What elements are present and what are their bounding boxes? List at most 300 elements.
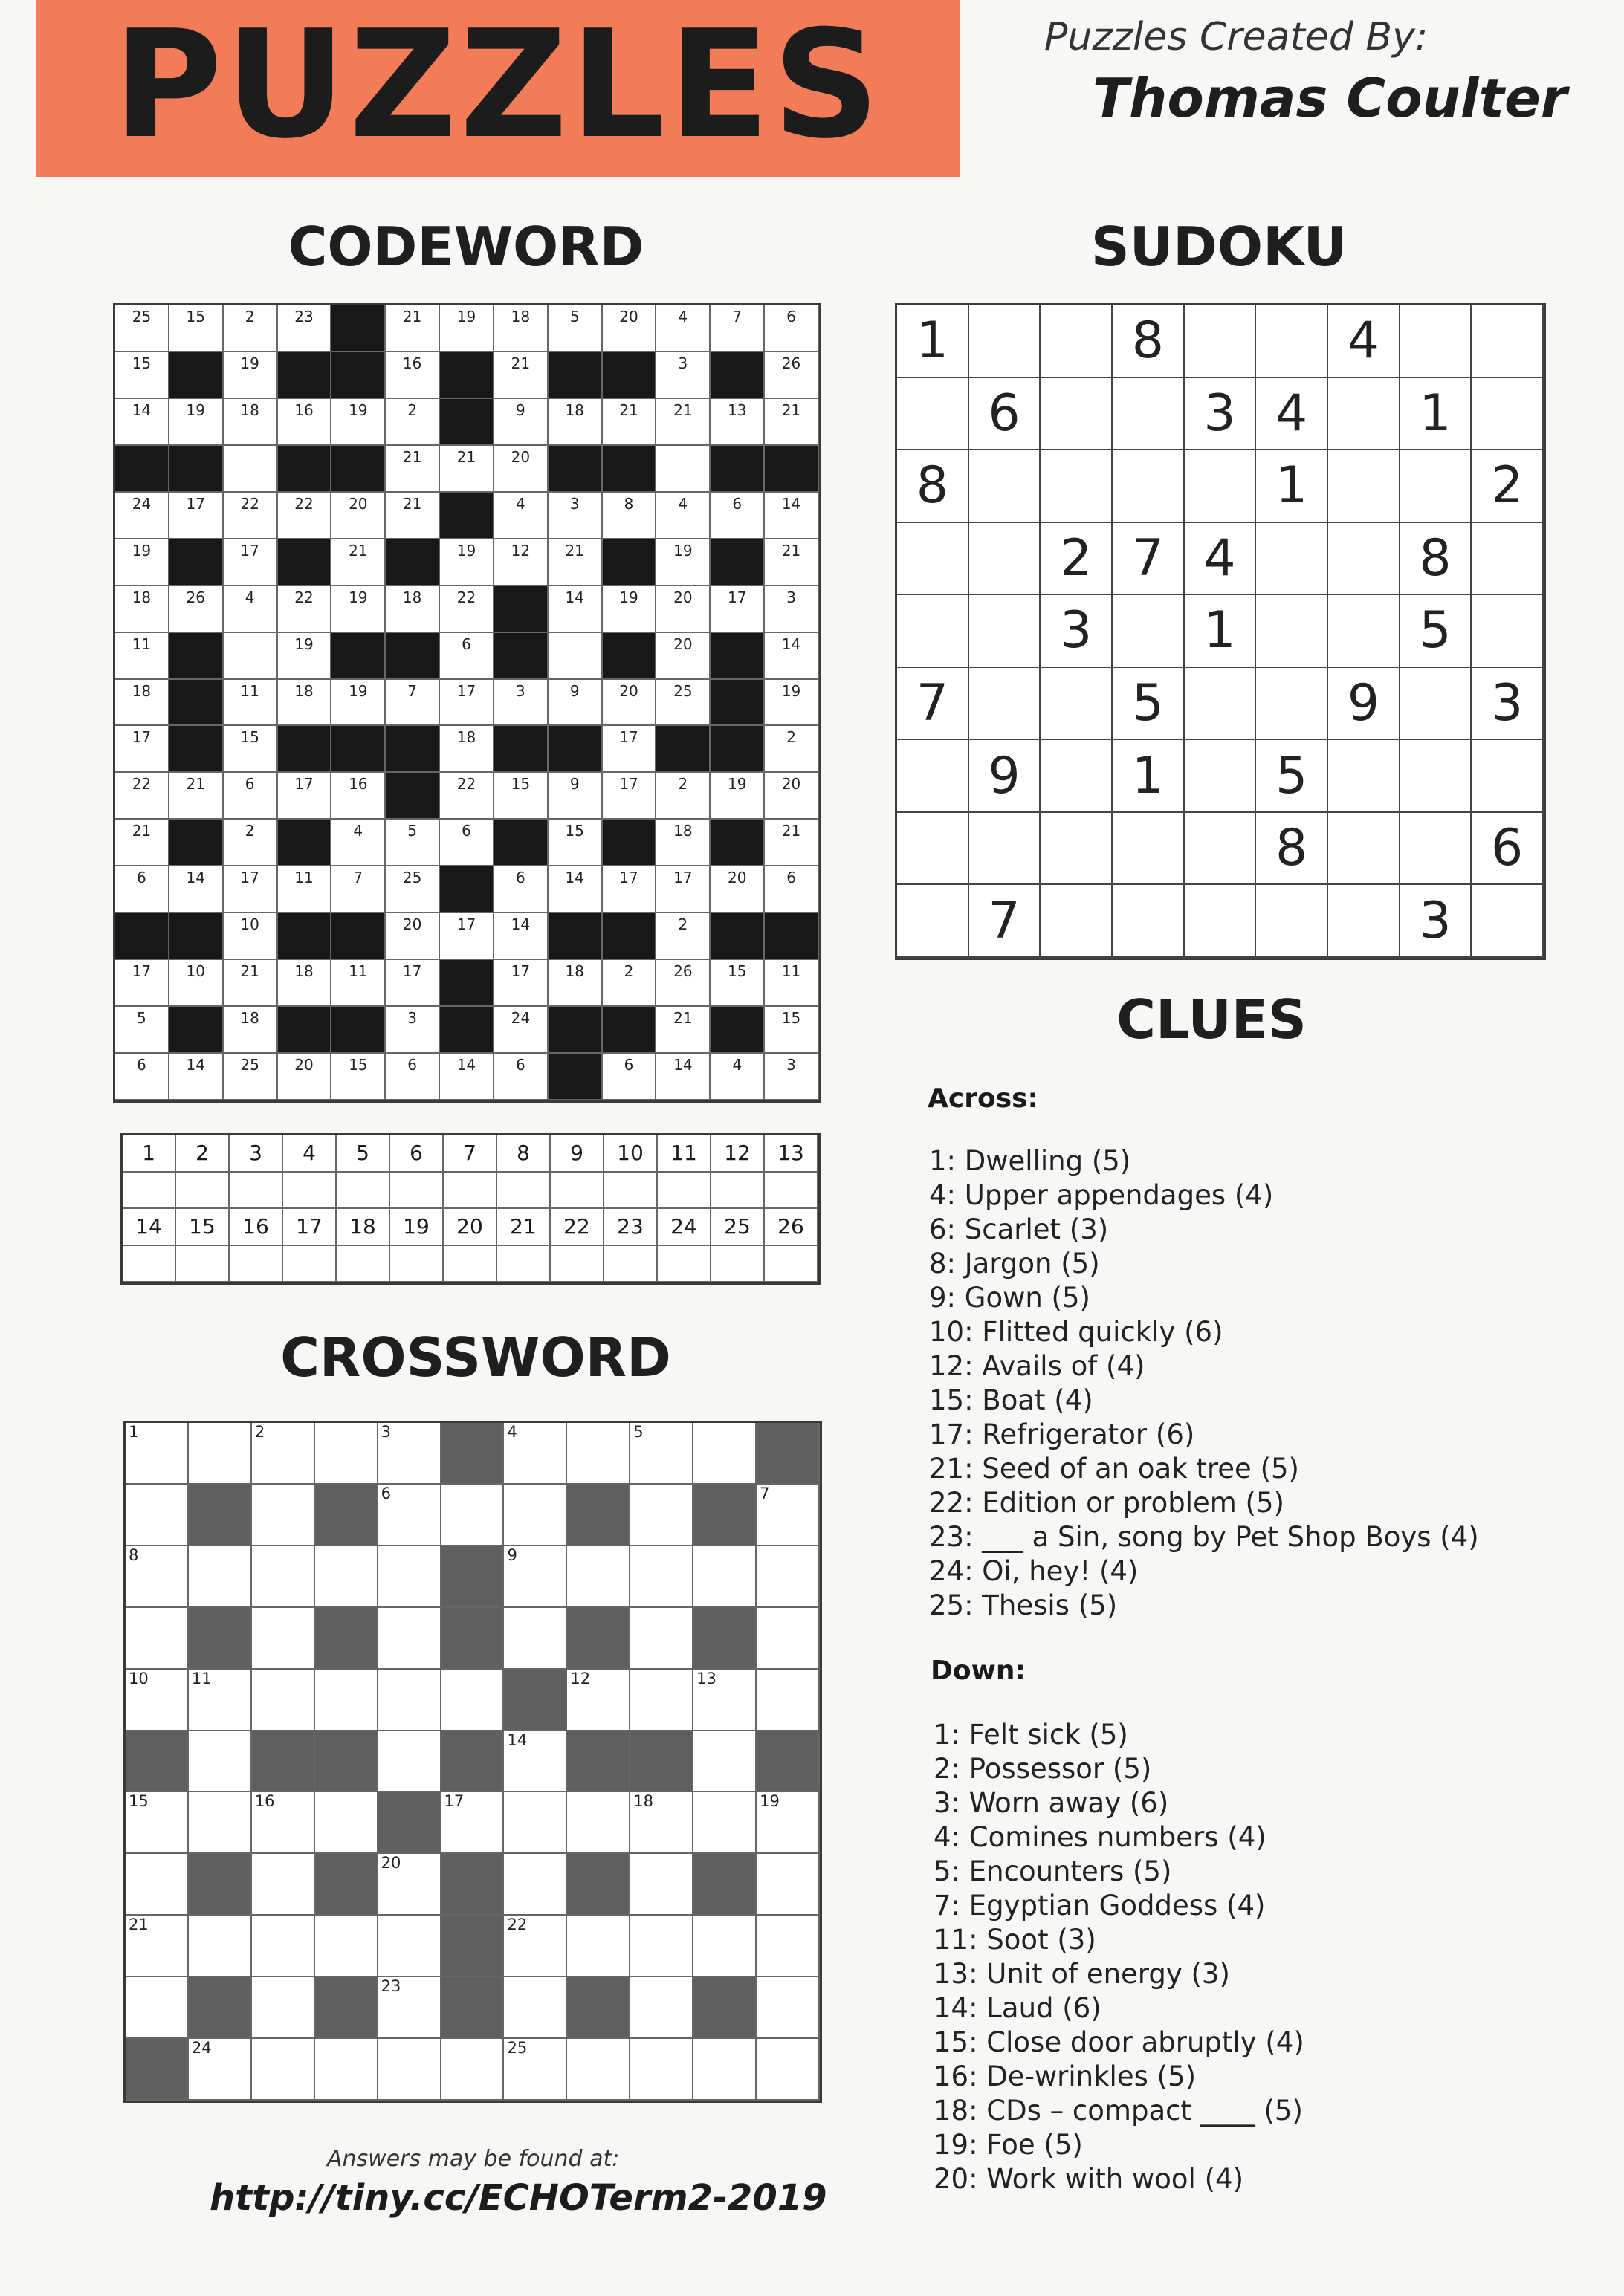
codeword-cell[interactable] [603,399,657,446]
codeword-cell[interactable] [278,305,332,352]
sudoku-cell[interactable] [1041,450,1113,523]
sudoku-cell[interactable]: 2 [1472,450,1544,523]
codeword-cell[interactable] [549,493,603,539]
key-letter-cell[interactable] [176,1246,230,1283]
codeword-cell[interactable] [278,493,332,539]
key-letter-cell[interactable] [230,1246,283,1283]
codeword-cell[interactable] [224,1007,278,1054]
codeword-cell[interactable] [169,1054,224,1100]
codeword-cell[interactable] [278,633,332,680]
sudoku-cell[interactable] [1041,378,1113,451]
codeword-cell[interactable] [549,399,603,446]
crossword-cell[interactable] [504,1546,567,1608]
codeword-cell[interactable] [549,820,603,866]
codeword-cell[interactable] [278,1054,332,1100]
crossword-cell[interactable] [252,1977,315,2039]
crossword-cell[interactable] [252,1608,315,1670]
crossword-cell[interactable] [630,1916,693,1977]
sudoku-cell[interactable] [1256,305,1328,378]
sudoku-cell[interactable] [1113,378,1185,451]
crossword-cell[interactable] [315,1792,378,1854]
crossword-cell[interactable] [504,1485,567,1546]
crossword-cell[interactable] [378,1423,441,1485]
crossword-cell[interactable] [630,1423,693,1485]
codeword-cell[interactable] [440,820,494,866]
codeword-cell[interactable] [656,539,711,586]
crossword-cell[interactable] [757,2039,820,2101]
codeword-cell[interactable] [765,305,819,352]
codeword-cell[interactable] [494,446,549,493]
codeword-cell[interactable] [224,539,278,586]
codeword-cell[interactable] [115,820,169,866]
codeword-cell[interactable] [115,960,169,1007]
sudoku-cell[interactable]: 8 [897,450,969,523]
crossword-cell[interactable] [504,1792,567,1854]
codeword-cell[interactable] [115,539,169,586]
sudoku-cell[interactable] [1400,740,1472,813]
codeword-cell[interactable] [656,866,711,913]
key-letter-cell[interactable] [497,1173,551,1210]
crossword-cell[interactable] [378,1546,441,1608]
codeword-cell[interactable] [331,539,386,586]
codeword-cell[interactable] [331,866,386,913]
codeword-cell[interactable] [603,680,657,727]
codeword-cell[interactable] [656,305,711,352]
sudoku-cell[interactable]: 1 [897,305,969,378]
key-letter-cell[interactable] [283,1173,337,1210]
codeword-cell[interactable] [224,446,278,493]
key-letter-cell[interactable] [551,1173,604,1210]
codeword-cell[interactable] [711,586,765,633]
sudoku-cell[interactable] [1113,450,1185,523]
codeword-cell[interactable] [224,493,278,539]
sudoku-cell[interactable] [969,595,1041,668]
sudoku-cell[interactable] [897,523,969,596]
sudoku-cell[interactable] [1256,668,1328,741]
crossword-cell[interactable] [126,1854,189,1916]
sudoku-cell[interactable] [1256,523,1328,596]
codeword-cell[interactable] [440,913,494,960]
codeword-cell[interactable] [711,960,765,1007]
codeword-cell[interactable] [224,913,278,960]
codeword-cell[interactable] [494,352,549,399]
codeword-cell[interactable] [224,586,278,633]
sudoku-cell[interactable] [1328,523,1400,596]
crossword-cell[interactable] [693,1423,757,1485]
crossword-cell[interactable] [126,1916,189,1977]
sudoku-cell[interactable] [1113,595,1185,668]
codeword-cell[interactable] [603,773,657,820]
sudoku-cell[interactable]: 5 [1113,668,1185,741]
crossword-cell[interactable] [630,1670,693,1731]
codeword-cell[interactable] [656,1054,711,1100]
codeword-cell[interactable] [656,352,711,399]
crossword-cell[interactable] [189,1731,252,1793]
codeword-cell[interactable] [169,866,224,913]
crossword-cell[interactable] [126,1792,189,1854]
crossword-cell[interactable] [315,2039,378,2101]
crossword-cell[interactable] [378,1608,441,1670]
codeword-cell[interactable] [603,493,657,539]
codeword-cell[interactable] [169,399,224,446]
codeword-cell[interactable] [115,726,169,773]
codeword-cell[interactable] [386,399,440,446]
codeword-cell[interactable] [656,820,711,866]
key-letter-cell[interactable] [711,1246,765,1283]
crossword-cell[interactable] [630,1546,693,1608]
crossword-cell[interactable] [757,1854,820,1916]
sudoku-cell[interactable] [897,885,969,958]
codeword-cell[interactable] [440,586,494,633]
crossword-cell[interactable] [252,1546,315,1608]
codeword-cell[interactable] [603,960,657,1007]
codeword-cell[interactable] [494,1007,549,1054]
codeword-cell[interactable] [656,493,711,539]
sudoku-cell[interactable]: 4 [1185,523,1257,596]
crossword-cell[interactable] [693,1792,757,1854]
sudoku-cell[interactable] [1328,378,1400,451]
codeword-cell[interactable] [440,539,494,586]
crossword-cell[interactable] [757,1792,820,1854]
codeword-cell[interactable] [494,493,549,539]
sudoku-cell[interactable] [1472,523,1544,596]
codeword-cell[interactable] [603,866,657,913]
sudoku-cell[interactable]: 1 [1400,378,1472,451]
codeword-cell[interactable] [656,913,711,960]
key-letter-cell[interactable] [176,1173,230,1210]
codeword-cell[interactable] [386,866,440,913]
codeword-cell[interactable] [278,960,332,1007]
codeword-cell[interactable] [440,773,494,820]
codeword-cell[interactable] [169,773,224,820]
codeword-cell[interactable] [115,1007,169,1054]
codeword-cell[interactable] [331,820,386,866]
key-letter-cell[interactable] [711,1173,765,1210]
sudoku-cell[interactable] [1400,305,1472,378]
sudoku-cell[interactable] [1400,813,1472,886]
sudoku-cell[interactable] [897,595,969,668]
sudoku-cell[interactable] [1328,813,1400,886]
sudoku-cell[interactable]: 1 [1256,450,1328,523]
key-letter-cell[interactable] [658,1246,711,1283]
key-letter-cell[interactable] [390,1246,444,1283]
sudoku-cell[interactable] [1185,740,1257,813]
crossword-cell[interactable] [757,1546,820,1608]
codeword-cell[interactable] [765,773,819,820]
crossword-cell[interactable] [567,1423,630,1485]
codeword-cell[interactable] [603,1054,657,1100]
codeword-cell[interactable] [603,726,657,773]
codeword-cell[interactable] [440,446,494,493]
codeword-cell[interactable] [656,1007,711,1054]
codeword-cell[interactable] [765,633,819,680]
key-letter-cell[interactable] [604,1173,658,1210]
sudoku-cell[interactable] [1185,668,1257,741]
codeword-cell[interactable] [711,1054,765,1100]
crossword-cell[interactable] [378,1977,441,2039]
crossword-cell[interactable] [757,1670,820,1731]
crossword-cell[interactable] [378,1731,441,1793]
crossword-cell[interactable] [126,1423,189,1485]
crossword-cell[interactable] [630,1977,693,2039]
codeword-cell[interactable] [656,446,711,493]
crossword-cell[interactable] [567,1546,630,1608]
sudoku-cell[interactable] [1041,668,1113,741]
key-letter-cell[interactable] [444,1173,497,1210]
crossword-cell[interactable] [757,1916,820,1977]
sudoku-cell[interactable]: 3 [1185,378,1257,451]
codeword-cell[interactable] [765,1054,819,1100]
crossword-cell[interactable] [630,2039,693,2101]
crossword-cell[interactable] [757,1977,820,2039]
crossword-cell[interactable] [126,1670,189,1731]
codeword-cell[interactable] [656,680,711,727]
sudoku-cell[interactable]: 7 [1113,523,1185,596]
sudoku-cell[interactable] [1400,668,1472,741]
codeword-cell[interactable] [494,913,549,960]
crossword-cell[interactable] [126,1977,189,2039]
key-letter-cell[interactable] [497,1246,551,1283]
sudoku-cell[interactable] [1328,740,1400,813]
crossword-cell[interactable] [315,1546,378,1608]
codeword-cell[interactable] [603,305,657,352]
codeword-cell[interactable] [386,446,440,493]
sudoku-cell[interactable]: 7 [969,885,1041,958]
codeword-cell[interactable] [656,399,711,446]
codeword-cell[interactable] [331,1054,386,1100]
crossword-cell[interactable] [189,1546,252,1608]
sudoku-cell[interactable]: 2 [1041,523,1113,596]
key-letter-cell[interactable] [283,1246,337,1283]
codeword-cell[interactable] [331,773,386,820]
key-letter-cell[interactable] [123,1246,176,1283]
codeword-cell[interactable] [224,726,278,773]
sudoku-cell[interactable] [1185,813,1257,886]
codeword-cell[interactable] [386,352,440,399]
codeword-cell[interactable] [169,493,224,539]
crossword-cell[interactable] [504,1608,567,1670]
sudoku-cell[interactable] [1472,305,1544,378]
crossword-cell[interactable] [252,1485,315,1546]
sudoku-cell[interactable] [1256,885,1328,958]
sudoku-cell[interactable] [1472,595,1544,668]
codeword-cell[interactable] [549,539,603,586]
codeword-cell[interactable] [386,305,440,352]
key-letter-cell[interactable] [765,1173,818,1210]
key-letter-cell[interactable] [765,1246,818,1283]
codeword-cell[interactable] [549,773,603,820]
crossword-cell[interactable] [567,1916,630,1977]
crossword-cell[interactable] [630,1792,693,1854]
codeword-cell[interactable] [765,586,819,633]
crossword-cell[interactable] [441,1670,505,1731]
codeword-cell[interactable] [386,493,440,539]
crossword-cell[interactable] [567,1792,630,1854]
codeword-cell[interactable] [386,586,440,633]
codeword-cell[interactable] [115,586,169,633]
codeword-cell[interactable] [549,866,603,913]
codeword-cell[interactable] [386,680,440,727]
crossword-cell[interactable] [693,1670,757,1731]
sudoku-cell[interactable] [897,740,969,813]
key-letter-cell[interactable] [123,1173,176,1210]
sudoku-cell[interactable] [1113,885,1185,958]
sudoku-cell[interactable] [1041,305,1113,378]
crossword-cell[interactable] [567,2039,630,2101]
key-letter-cell[interactable] [551,1246,604,1283]
crossword-cell[interactable] [189,1792,252,1854]
sudoku-cell[interactable] [1472,378,1544,451]
sudoku-cell[interactable]: 3 [1472,668,1544,741]
codeword-cell[interactable] [386,1054,440,1100]
crossword-cell[interactable] [504,1854,567,1916]
sudoku-cell[interactable] [969,450,1041,523]
codeword-cell[interactable] [224,352,278,399]
sudoku-cell[interactable] [1041,813,1113,886]
codeword-cell[interactable] [494,960,549,1007]
codeword-cell[interactable] [494,866,549,913]
crossword-cell[interactable] [252,1670,315,1731]
sudoku-cell[interactable] [897,378,969,451]
codeword-cell[interactable] [386,960,440,1007]
crossword-cell[interactable] [126,1485,189,1546]
crossword-cell[interactable] [189,2039,252,2101]
codeword-cell[interactable] [278,866,332,913]
codeword-cell[interactable] [440,680,494,727]
codeword-cell[interactable] [115,866,169,913]
crossword-cell[interactable] [378,2039,441,2101]
codeword-cell[interactable] [765,352,819,399]
crossword-cell[interactable] [504,1731,567,1793]
key-letter-cell[interactable] [230,1173,283,1210]
sudoku-cell[interactable]: 3 [1400,885,1472,958]
sudoku-cell[interactable]: 4 [1328,305,1400,378]
crossword-cell[interactable] [757,1485,820,1546]
crossword-cell[interactable] [189,1670,252,1731]
codeword-cell[interactable] [656,633,711,680]
codeword-cell[interactable] [765,539,819,586]
codeword-cell[interactable] [224,1054,278,1100]
crossword-cell[interactable] [630,1608,693,1670]
codeword-cell[interactable] [765,1007,819,1054]
codeword-cell[interactable] [115,305,169,352]
codeword-cell[interactable] [440,633,494,680]
codeword-cell[interactable] [224,399,278,446]
crossword-cell[interactable] [504,1916,567,1977]
sudoku-cell[interactable] [1328,450,1400,523]
codeword-cell[interactable] [603,586,657,633]
crossword-cell[interactable] [315,1916,378,1977]
codeword-cell[interactable] [278,399,332,446]
codeword-cell[interactable] [386,820,440,866]
crossword-cell[interactable] [315,1670,378,1731]
codeword-cell[interactable] [440,726,494,773]
codeword-cell[interactable] [765,493,819,539]
codeword-cell[interactable] [386,1007,440,1054]
crossword-cell[interactable] [504,1977,567,2039]
crossword-cell[interactable] [252,1792,315,1854]
crossword-cell[interactable] [567,1670,630,1731]
codeword-cell[interactable] [494,539,549,586]
sudoku-cell[interactable] [1472,740,1544,813]
key-letter-cell[interactable] [604,1246,658,1283]
crossword-cell[interactable] [378,1670,441,1731]
sudoku-cell[interactable] [1113,813,1185,886]
sudoku-cell[interactable] [1328,595,1400,668]
sudoku-cell[interactable] [1328,885,1400,958]
codeword-cell[interactable] [711,773,765,820]
sudoku-cell[interactable] [897,813,969,886]
codeword-cell[interactable] [386,913,440,960]
sudoku-cell[interactable]: 9 [1328,668,1400,741]
codeword-cell[interactable] [765,726,819,773]
crossword-cell[interactable] [441,1485,505,1546]
sudoku-cell[interactable]: 8 [1400,523,1472,596]
sudoku-cell[interactable] [969,668,1041,741]
codeword-cell[interactable] [440,305,494,352]
codeword-cell[interactable] [331,586,386,633]
crossword-cell[interactable] [252,1916,315,1977]
codeword-cell[interactable] [440,1054,494,1100]
codeword-cell[interactable] [656,586,711,633]
codeword-cell[interactable] [331,680,386,727]
crossword-cell[interactable] [378,1916,441,1977]
codeword-cell[interactable] [765,820,819,866]
sudoku-cell[interactable] [1041,740,1113,813]
codeword-cell[interactable] [494,680,549,727]
crossword-cell[interactable] [504,2039,567,2101]
codeword-cell[interactable] [331,960,386,1007]
sudoku-cell[interactable] [1185,305,1257,378]
codeword-cell[interactable] [549,680,603,727]
codeword-cell[interactable] [549,586,603,633]
codeword-cell[interactable] [494,773,549,820]
codeword-cell[interactable] [765,399,819,446]
codeword-cell[interactable] [115,773,169,820]
codeword-cell[interactable] [549,960,603,1007]
codeword-cell[interactable] [278,773,332,820]
crossword-cell[interactable] [441,2039,505,2101]
codeword-cell[interactable] [278,586,332,633]
key-letter-cell[interactable] [444,1246,497,1283]
sudoku-cell[interactable]: 1 [1113,740,1185,813]
key-letter-cell[interactable] [390,1173,444,1210]
codeword-cell[interactable] [765,680,819,727]
sudoku-cell[interactable]: 8 [1256,813,1328,886]
crossword-cell[interactable] [757,1608,820,1670]
codeword-cell[interactable] [115,633,169,680]
codeword-cell[interactable] [169,586,224,633]
codeword-cell[interactable] [115,1054,169,1100]
sudoku-cell[interactable]: 6 [1472,813,1544,886]
crossword-cell[interactable] [189,1423,252,1485]
crossword-cell[interactable] [189,1916,252,1977]
sudoku-cell[interactable] [1256,595,1328,668]
codeword-cell[interactable] [224,773,278,820]
crossword-cell[interactable] [126,1546,189,1608]
codeword-cell[interactable] [494,305,549,352]
codeword-cell[interactable] [115,399,169,446]
codeword-cell[interactable] [765,866,819,913]
codeword-cell[interactable] [765,960,819,1007]
codeword-cell[interactable] [711,399,765,446]
sudoku-cell[interactable] [1185,450,1257,523]
codeword-cell[interactable] [711,493,765,539]
codeword-cell[interactable] [656,960,711,1007]
crossword-cell[interactable] [693,1731,757,1793]
codeword-cell[interactable] [224,305,278,352]
sudoku-cell[interactable]: 9 [969,740,1041,813]
